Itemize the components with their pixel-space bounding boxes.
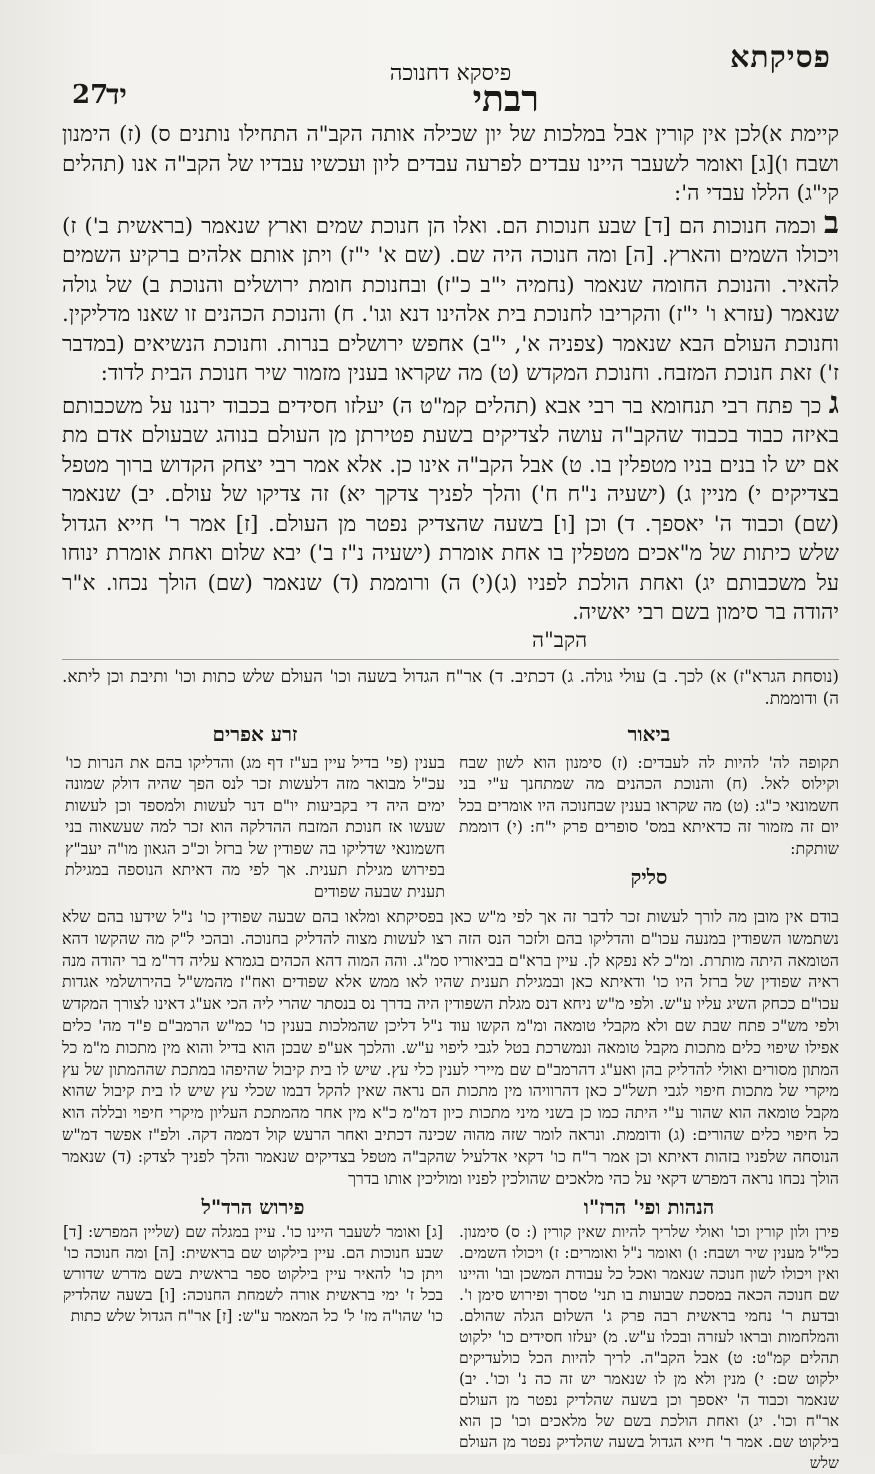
commentary-columns-bottom: [62, 1197, 839, 1474]
main-text: [62, 120, 839, 710]
biur-text: תקופה לה' להיות לה לעבדים: (ז) סימנון הוא לשון שבח וקילוס לאל. (ח) והנוכת הכהנים מה שמתחנך ע"י בני חשמונאי כ"ג: (ט) מה שקראו בענין שבחנוכה היו אומרים בכל יום זה מזמור זה כדאיתא במס' סופרים פרק י"ח: (י) דוממת שותקת:: [459, 752, 839, 858]
biur-column: [459, 724, 839, 902]
hagahot-text: פירן ולון קורין וכו' ואולי שלריך להיות שאין קורין (: ס) סימנון. כל"ל מענין שיר ושבח: ו) ואומר נ"ל ואומרים: ז) ויכולו השמים. ואין ויכולו לשון חנוכה שנאמר ואכל כל עבודת המשכן ובו' והיינו שם חנוכה הכאה במסכת שבועות בו תני' טסרך ופירוש סימן ו'. ובדעת ר' נחמי בראשית רבה פרק ג' השלום הגלה שהולם. והמלחמות ובראו לעזרה ובכלו ע"ש. מ) יעלזו חסידים כו' ילקוט תהלים קמ"ט: ט) אבל הקב"ה. לריך להיות הכל כולעדיקים ילקוט שם: י) מנין ולא מן לו שנאמר יש זה כה נ' וכו'. יב) שנאמר וכבוד ה' יאספך וכן בשעה שהלדיק נפטר מן העולם אר"ח וכו'. יג) ואחת הולכת בשם של מלאכים וכו' כן הוא בילקוט שם. אמר ר' חייא הגדול בשעה שהלדיק נפטר מן העולם שלש: [459, 1223, 839, 1473]
biur-title: ביאור: [627, 722, 671, 746]
zera-efraim-column: [65, 724, 445, 902]
variant-notes: (נוסחת הגרא"ז) א) לכך. ב) עולי גולה. ג) דכתיב. ד) אר"ח הגדול בשעה וכו' העולם שלש כתות וכו' ותיבת וכן ליתא. ה) ודוממת.: [62, 659, 839, 710]
page-number-hebrew: יד: [106, 78, 127, 111]
book-title: רבתי: [472, 78, 539, 120]
paragraph-3: [62, 384, 839, 628]
paragraph-2-letter: ב: [824, 204, 839, 241]
radal-column: [63, 1197, 443, 1474]
zera-efraim-title: זרע אפרים: [212, 722, 298, 746]
paragraph-3-catchword: הקב"ה: [532, 627, 588, 652]
page-header: [62, 40, 839, 120]
commentary-columns-top: [62, 724, 839, 902]
radal-text: [ג] ואומר לשעבר היינו כו'. עיין במגלה שם (שליין המפרש: [ד] שבע חנוכות הם. עיין בילקוט שם בראשית: [ה] ומה חנוכה כו' ויתן כו' להאיר עיין בילקוט ספר בראשית בשם מדרש שדורש בכל ז' ימי בראשית אורה לשמחת החנוכה: [ו] בשעה שהלדיק כו' שהו"ה מז' ל' כל המאמר ע"ש: [ז] אר"ח הגדול שלש כתות: [63, 1223, 443, 1326]
running-title: פסיקתא: [730, 40, 831, 75]
hagahot-column: [459, 1197, 839, 1474]
paragraph-3-text: כך פתח רבי תנחומא בר רבי אבא (תהלים קמ"ט ה) יעלזו חסידים בכבוד ירננו על משכבותם באיזה כבוד בכבוד שהקב"ה עושה לצדיקים בשעת פטירתן מן העולם בנוהג שבעולם אדם מת אם יש לו בנים בניו מטפלין בו. ט) אבל הקב"ה אינו כן. אלא אמר רבי יצחק הקדוש ברוך מטפל בצדיקים י) מניין ג) (ישעיה נ"ח ח') והלך לפניך צדקך יא) זה צדיקו של עולם. יב) שנאמר (שם) וכבוד ה' יאספך. ד) וכן [ו] בשעה שהצדיק נפטר מן העולם. [ז] אמר ר' חייא הגדול שלש כיתות של מ"אכים מטפלין בו אחת אומרת (ישעיה נ"ז ב') יבא שלום ואחת אומרת ינוחו על משכבותם יג) ואחת הולכת לפניו (ג)(י) ה) ורוממת (ד) שנאמר (שם) הולך נכחו. א"ר יהודה בר סימון בשם רבי יאשיה.: [62, 393, 839, 625]
siach-commentary: בודם אין מובן מה לורך לעשות זכר לדבר זה אך לפי מ"ש כאן בפסיקתא ומלאו בהם שבעה שפודין כו' נ"ל שידעו בהם שלא נשתמשו השפודין במנעה עכו"ם והדליקו בהם ולזכר הנס הזה רצו לעשות מצוה להדליק בחנוכה. ובהכי ל"ק מה שהקשו דהא הטומאה היתה מותרת. ומ"כ לא נפקא לן. עיין ברא"ם בביאוריו סמ"ג. והה המוה דהא הכהים בגמרא עליה דר"מ בר יהודה מנה ראיה שפודין של ברזל היו כו' ודאיתא כאן ובמגילת תענית שהיו לאו ממש אלא שפודים ואח"ז מהמש"ל בהירושלמי אגדות עכו"ם ככחק השיג עליו ע"ש. ולפי מ"ש ניחא דנס מגלת השפודין היה בדרך נס בנסתר שהרי ליה הכי אע"ג דאינו לצורך המקדש ולפי מש"כ פתח שבת שם ולא מקבלי טומאה ומ"מ הקשו עוד נ"ל דליכן שהמלכות בענין כו' כמ"ש הרמב"ם פ"ד מה' כלים אפילו שיפוי כלים מתכות מקבל טומאה ונמשרכת בטל לגבי ליפוי ע"ש. והלכך אע"פ שבכן הוא בדיל והוא מין מתכות מ"מ כל המתון מסורים ואולי להדליק בהן ואע"ג דהרמב"ם שם מיירי לענין כלי עץ. שיש לו בית קיבול שהיפהו במתכת שההמתון של עץ מיקרי של מתכות חיפוי לגבי תשל"כ כאן דהרוויהו מין מתכות הם נראה שאין להקל דבמו שכלי עץ שיש לו בית קיבול שהוא מקבל טומאה הוא שהור ע"י היתה כמו כן בשני מיני מתכות כיון דמ"מ כ"א מין אחר מהמתכת העליון מיקרי חיפוי ובללה הוא כל חיפוי כלים שהורים: (ג) ודוממת. ונראה לומר שזה מהוה שכינה דכתיב ואחר הרעש קול דממה דקה. ולפ"ז אפשר דמ"ש הנוסחה שלפניו בזהות דאיתא וכן אמר ר"ח כו' דקאי אדלעיל שהקב"ה מטפל בצדיקים שנאמר והלך לפניך לצדק: (ד) שנאמר הולך נכחו נראה דמפרש דקאי על כהי מלאכים שהולכין לפניו ומוליכין אותו בדרך: [62, 907, 839, 1188]
paragraph-1: קיימת א)לכן אין קורין אבל במלכות של יון שכילה אותה הקב"ה התחילו נותנים ס) (ז) הימנון ושבח ו)[ג] ואומר לשעבר היינו עבדים לפרעה עבדים ליון ועכשיו עבדיו של הקב"ה אנו (תהלים קי"ג) הללו עבדי ה':: [62, 122, 839, 206]
section-subtitle: פיסקא דחנוכה: [389, 61, 512, 86]
zera-efraim-text: בענין (פי' בדיל עיין בע"ז דף מג) והדליקו בהם את הנרות כו' עכ"ל מבואר מזה דלעשות זכר לנס הפך שהיה דולק שמונה ימים היה די בקביעות יו"ם דנר לעשות ולמספד וכן לעשות שעשו אז חנוכת המזבח ההדלקה הוא זכר למה שעשאוה בני חשמונאי שדליקו בה שפודין של ברזל וכ"כ הגאון מו"ה יעב"ץ בפירוש מגילת תענית. אך לפי מה דאיתא הנוספה במגילת תענית שבעה שפודים: [65, 752, 445, 901]
paragraph-2: [62, 204, 839, 389]
paragraph-2-text: וכמה חנוכות הם [ד] שבע חנוכות הם. ואלו הן חנוכת שמים וארץ שנאמר (בראשית ב') ז) ויכולו השמים והארץ. [ה] ומה חנוכה היה שם. (שם א' י"ז) ויתן אותם אלהים ברקיע השמים להאיר. והנוכת החומה שנאמר (נחמיה י"ב כ"ז) ובחנוכת חומת ירושלים והנוכת ב) של גולה שנאמר (עזרא ו' י"ז) והקריבו לחנוכת בית אלהינו דנא וגו'. ח) והנוכת הכהנים זו שאנו מדליקין. וחנוכת העולם הבא שנאמר (צפניה א', י"ב) אחפש ירושלים בנרות. וחנוכת הנשיאים (במדבר ז') זאת חנוכת המזבח. וחנוכת המקדש (ט) מה שקראו בענין מזמור שיר חנוכת הבית לדוד:: [62, 213, 839, 386]
radal-title: פירוש הרד"ל: [201, 1195, 305, 1220]
paragraph-3-letter: ג: [828, 384, 839, 421]
page-number: 27: [72, 80, 109, 110]
hagahot-title: הנהות ופי' הרז"ו: [583, 1195, 715, 1220]
siach-title: סליק: [630, 865, 668, 889]
